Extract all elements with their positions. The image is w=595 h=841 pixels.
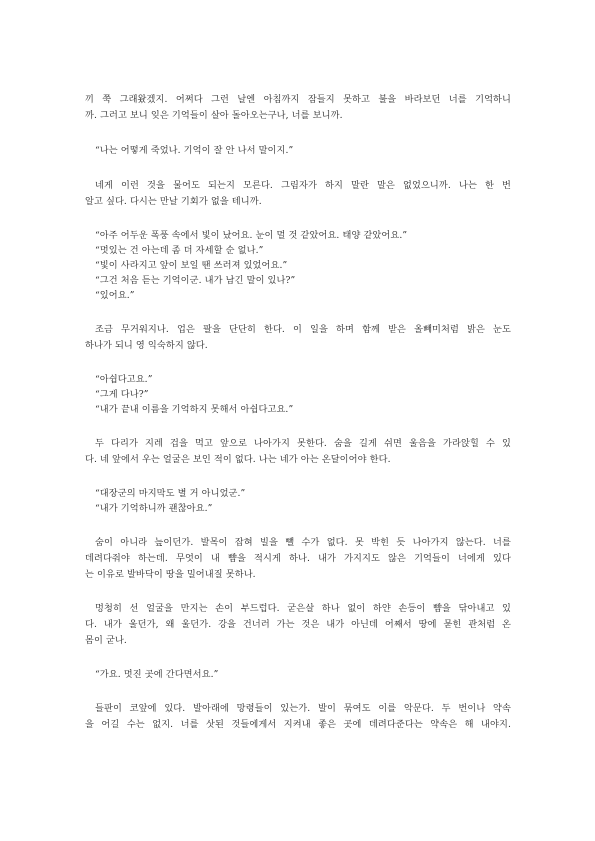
body-text-line: 멍청히 선 얼굴을 만지는 손이 부드럽다. 굳은살 하나 없이 하얀 손등이 뺨을 닦아내고 있 [95, 603, 511, 614]
body-text-line: 을 어길 수는 없지. 너를 삿된 것들에게서 지켜내 좋은 곳에 데려다준다는 약속은 해 내야지. [85, 719, 511, 730]
dialogue-line: “그게 다나?” [95, 389, 149, 400]
body-text-line: 두 다리가 지레 겁을 먹고 앞으로 나아가지 못한다. 숨을 길게 쉬면 울음을 가라앉힐 수 있 [95, 438, 511, 449]
body-text-line: 알고 싶다. 다시는 만날 기회가 없을 테니까. [85, 196, 262, 207]
dialogue-line: “있어요.” [95, 290, 135, 301]
body-text-line: 몸이 굳나. [85, 635, 127, 646]
dialogue-line: “내가 기억하니까 괜찮아요.” [95, 503, 213, 514]
dialogue-line: “아주 어두운 폭풍 속에서 빛이 났어요. 눈이 멀 것 같았어요. 태양 같았어요.” [95, 230, 408, 241]
dialogue-line: “가요. 멋진 곳에 간다면서요.” [95, 669, 219, 680]
body-text-line: 조금 무거워지나. 업은 팔을 단단히 한다. 이 일을 하며 함께 받은 올빼미처럼 밝은 눈도 [95, 324, 511, 335]
dialogue-line: “나는 어떻게 죽었나. 기억이 잘 안 나서 말이지.” [95, 145, 294, 156]
dialogue-line: “멋있는 건 아는데 좀 더 자세할 순 없나.” [95, 245, 264, 256]
body-text-line: 하나가 되니 영 익숙하지 않다. [85, 340, 208, 351]
dialogue-line: “대장군의 마지막도 별 거 아니었군.” [95, 488, 246, 499]
body-text-line: 네게 이런 것을 물어도 되는지 모른다. 그림자가 하지 말란 말은 없었으니까. 나는 한 번 [95, 180, 511, 191]
body-text-line: 다. 네 앞에서 우는 얼굴은 보인 적이 없다. 나는 네가 아는 온달이어야 한다. [85, 454, 391, 465]
body-text-line: 숨이 아니라 늪이던가. 발목이 잡혀 빌을 뺄 수가 없다. 못 박힌 듯 나아가지 않는다. 너를 [95, 537, 511, 548]
body-text-line: 데려다줘야 하는데. 무엇이 내 뺨을 적시게 하나. 내가 가지지도 않은 기억들이 너에게 있다 [85, 553, 511, 564]
body-text-line: 다. 내가 울던가, 왜 울던가. 강을 건너러 가는 것은 내가 아닌데 어째서 땅에 묻힌 관처럼 온 [85, 619, 511, 630]
body-text-line: 끼 쭉 그래왔겠지. 어쩌다 그런 날엔 아침까지 잠들지 못하고 불을 바라보던 너를 기억하니 [85, 94, 511, 105]
dialogue-line: “아쉽다고요.” [95, 374, 153, 385]
body-text-line: 는 이유로 발바닥이 땅을 밀어내질 못하나. [85, 569, 256, 580]
dialogue-line: “내가 끝내 이름을 기억하지 못해서 아쉽다고요.” [95, 404, 294, 415]
dialogue-line: “그건 처음 듣는 기억이군. 내가 남긴 말이 있나?” [95, 275, 296, 286]
body-text-line: 들판이 코앞에 있다. 발아래에 망령들이 있는가. 발이 묶여도 이를 악문다. 두 번이나 약속 [95, 703, 511, 714]
dialogue-line: “빛이 사라지고 앞이 보일 땐 쓰러져 있었어요.” [95, 260, 288, 271]
body-text-line: 까. 그러고 보니 잊은 기억들이 살아 돌아오는구나, 너를 보니까. [85, 110, 343, 121]
